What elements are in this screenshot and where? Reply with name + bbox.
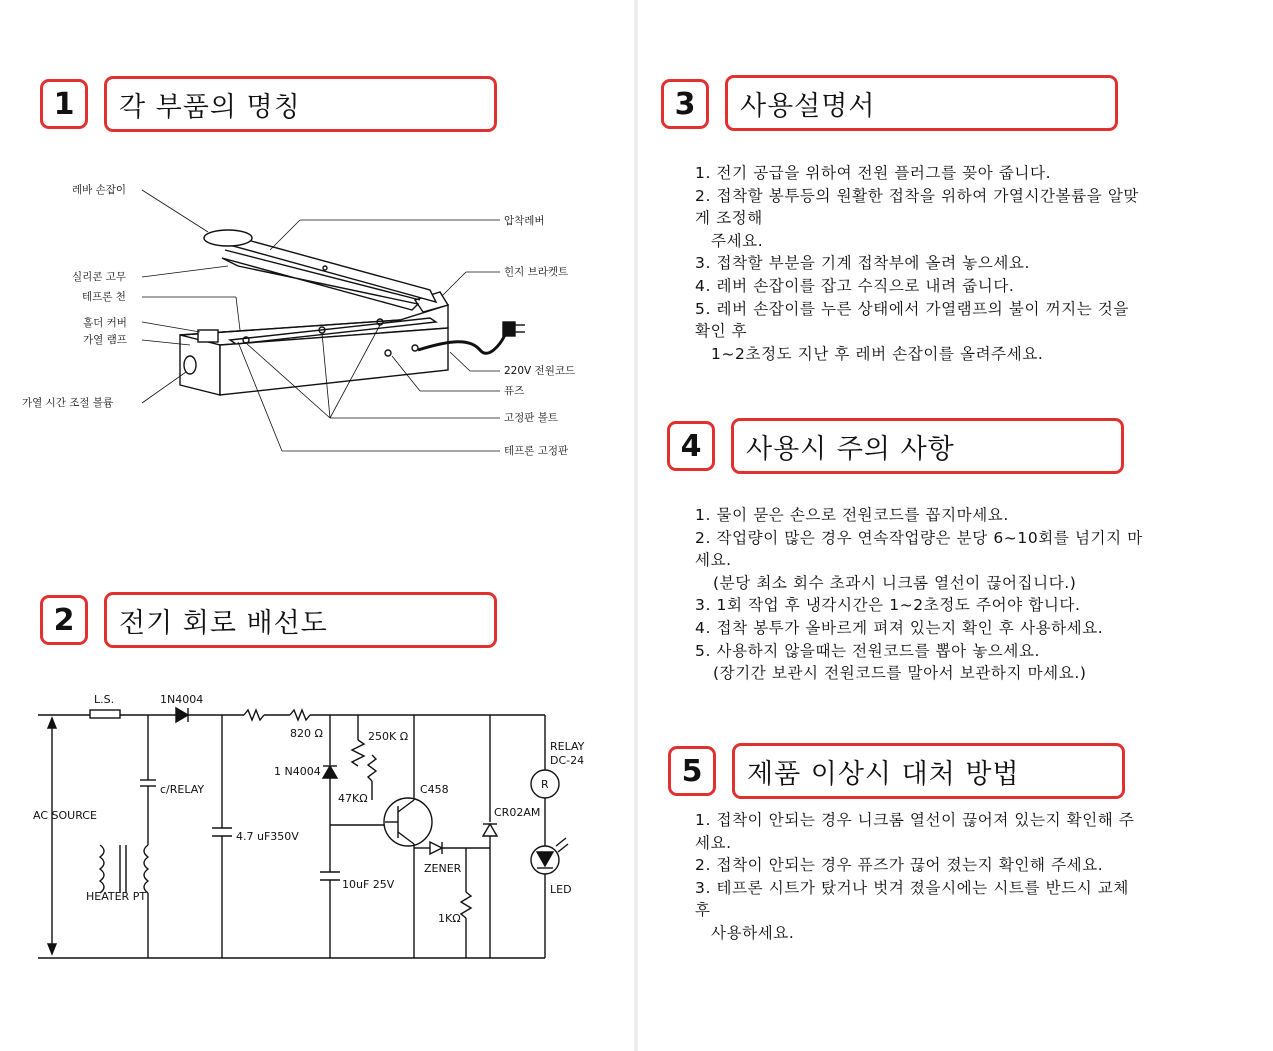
caution-line: 세요. xyxy=(695,551,732,570)
label-fuse: 퓨즈 xyxy=(504,385,525,397)
caution-line: 4. 접착 봉투가 올바르게 펴져 있는지 확인 후 사용하세요. xyxy=(695,618,1104,637)
instruction-line: 4. 레버 손잡이를 잡고 수직으로 내려 줍니다. xyxy=(695,276,1015,295)
label-relay-dc: DC-24 xyxy=(550,754,585,767)
section-2-title: 전기 회로 배선도 xyxy=(104,592,497,648)
label-c458: C458 xyxy=(420,783,449,796)
section-1-number: 1 xyxy=(40,79,88,129)
instruction-line: 2. 접착할 봉투등의 원활한 접착을 위하여 가열시간볼륨을 알맞 xyxy=(695,186,1140,205)
label-r820: 820 Ω xyxy=(290,727,323,740)
label-fixing-bolt: 고정판 볼트 xyxy=(504,412,559,424)
label-press-lever: 압착레버 xyxy=(504,215,545,227)
instruction-line: 주세요. xyxy=(711,231,764,250)
label-lever-handle: 레바 손잡이 xyxy=(72,184,127,196)
label-heater: HEATER PT xyxy=(86,890,147,903)
label-holder-cover: 홀더 커버 xyxy=(83,317,127,329)
label-heat-lamp: 가열 램프 xyxy=(83,334,127,346)
label-cap-1: 4.7 uF350V xyxy=(236,830,299,843)
instruction-line: 확인 후 xyxy=(695,322,748,341)
label-diode-1: 1N4004 xyxy=(160,693,204,706)
troubleshooting-list xyxy=(695,809,1243,945)
section-2-number: 2 xyxy=(40,595,88,645)
label-scr: CR02AM xyxy=(494,806,541,819)
caution-line: 5. 사용하지 않을때는 전원코드를 뽑아 놓으세요. xyxy=(695,641,1041,660)
troubleshooting-line: 1. 접착이 안되는 경우 니크롬 열선이 끊어져 있는지 확인해 주 xyxy=(695,811,1135,829)
label-r1k: 1KΩ xyxy=(438,912,461,925)
usage-instructions xyxy=(695,162,1243,365)
sealer-parts-diagram xyxy=(0,170,636,470)
label-silicone-rubber: 실리콘 고무 xyxy=(72,271,127,283)
section-3-title: 사용설명서 xyxy=(725,75,1118,131)
section-1-title: 각 부품의 명칭 xyxy=(104,76,497,132)
troubleshooting-line: 세요. xyxy=(695,833,732,852)
instruction-line: 1. 전기 공급을 위하여 전원 플러그를 꽂아 줍니다. xyxy=(695,164,1052,182)
label-power-cord: 220V 전원코드 xyxy=(504,365,576,377)
caution-line: 2. 작업량이 많은 경우 연속작업량은 분당 6~10회를 넘기지 마 xyxy=(695,528,1143,547)
label-cap-2: 10uF 25V xyxy=(342,878,395,891)
label-r250k: 250K Ω xyxy=(368,730,409,743)
troubleshooting-line: 사용하세요. xyxy=(711,923,795,942)
circuit-diagram xyxy=(0,680,636,980)
label-teflon-plate: 테프론 고정판 xyxy=(504,445,569,457)
section-5-title: 제품 이상시 대처 방법 xyxy=(732,743,1125,799)
troubleshooting-line: 2. 접착이 안되는 경우 퓨즈가 끊어 졌는지 확인해 주세요. xyxy=(695,856,1104,875)
section-4-number: 4 xyxy=(667,421,715,471)
caution-list xyxy=(695,504,1243,685)
label-relay-symbol: R xyxy=(541,778,549,791)
instruction-line: 게 조정해 xyxy=(695,209,763,228)
caution-line: (장기간 보관시 전원코드를 말아서 보관하지 마세요.) xyxy=(713,664,1087,683)
section-5-number: 5 xyxy=(668,746,716,796)
section-4-title: 사용시 주의 사항 xyxy=(731,418,1124,474)
label-r47k: 47KΩ xyxy=(338,792,368,805)
section-3-number: 3 xyxy=(661,79,709,129)
label-teflon-cloth: 테프론 천 xyxy=(82,291,126,303)
caution-line: 1. 물이 묻은 손으로 전원코드를 꼽지마세요. xyxy=(695,506,1009,524)
label-relay-contact: c/RELAY xyxy=(160,783,205,796)
label-diode-2: 1 N4004 xyxy=(274,765,321,778)
instruction-line: 3. 접착할 부분을 기계 접착부에 올려 놓으세요. xyxy=(695,254,1030,273)
label-zener: ZENER xyxy=(424,862,462,875)
label-heat-time-volume: 가열 시간 조절 볼륨 xyxy=(22,397,114,409)
caution-line: (분당 최소 회수 초과시 니크롬 열선이 끊어집니다.) xyxy=(713,573,1077,592)
caution-line: 3. 1회 작업 후 냉각시간은 1~2초정도 주어야 합니다. xyxy=(695,596,1081,615)
instruction-line: 5. 레버 손잡이를 누른 상태에서 가열램프의 불이 꺼지는 것을 xyxy=(695,299,1129,318)
label-ac-source: AC SOURCE xyxy=(33,809,97,822)
label-relay: RELAY xyxy=(550,740,585,753)
instruction-line: 1~2초정도 지난 후 레버 손잡이를 올려주세요. xyxy=(711,344,1044,363)
troubleshooting-line: 3. 테프론 시트가 탔거나 벗겨 졌을시에는 시트를 반드시 교체 xyxy=(695,878,1129,897)
troubleshooting-line: 후 xyxy=(695,901,711,920)
label-led: LED xyxy=(550,883,572,896)
label-hinge-bracket: 힌지 브라켓트 xyxy=(504,266,569,278)
label-ls: L.S. xyxy=(94,693,115,706)
